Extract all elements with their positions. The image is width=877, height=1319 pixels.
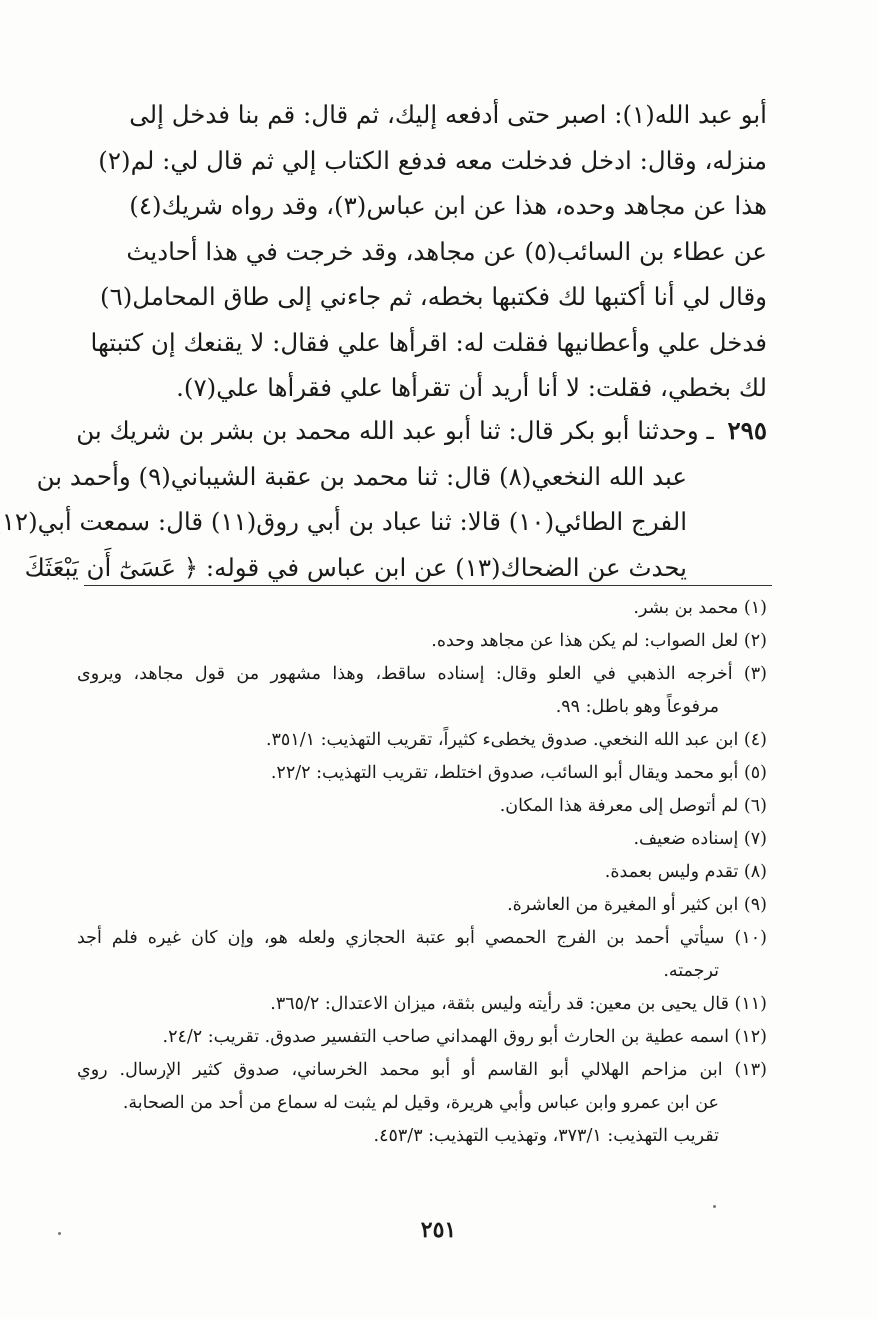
footnote-4 [77, 724, 767, 757]
footnote-5 [77, 757, 767, 790]
footnote-7 [77, 823, 767, 856]
entry-line: عبد الله النخعي(٨) قال: ثنا محمد بن عقبة الشيباني(٩) وأحمد بن [36, 461, 687, 491]
footnote-10 [77, 922, 767, 988]
footnote-line: مرفوعاً وهو باطل: ٩٩. [555, 697, 719, 717]
footnote-line: (١٢) اسمه عطية بن الحارث أبو روق الهمداني صاحب التفسير صدوق. تقريب: ٢٤/٢. [162, 1027, 767, 1047]
footnote-line: (١) محمد بن بشر. [633, 598, 767, 618]
footnote-line: (٣) أخرجه الذهبي في العلو وقال: إسناده ساقط، وهذا مشهور من قول مجاهد، ويروى [77, 664, 767, 684]
footnote-line: (١٣) ابن مزاحم الهلالي أبو القاسم أو أبو محمد الخرساني، صدوق كثير الإرسال. روي [77, 1060, 767, 1080]
main-line: منزله، وقال: ادخل فدخلت معه فدفع الكتاب إلي ثم قال لي: لم(٢) [98, 145, 767, 175]
entry-first-line [76, 408, 767, 454]
page-number: ٢٥١ [420, 1217, 457, 1243]
footnote-13 [77, 1054, 767, 1153]
entry-line: يحدث عن الضحاك(١٣) عن ابن عباس في قوله: ﴿ عَسَىٰٓ أَن يَبْعَثَكَ [24, 552, 687, 582]
footnote-line: (١٠) سيأتي أحمد بن الفرج الحمصي أبو عتبة الحجازي ولعله هو، وإن كان غيره فلم أجد [77, 928, 767, 948]
footnote-line: عن ابن عمرو وابن عباس وأبي هريرة، وقيل لم يثبت له سماع من أحد من الصحابة. [122, 1093, 719, 1113]
footnote-line: ترجمته. [663, 961, 719, 981]
entry-number: ٢٩٥ [727, 416, 767, 445]
main-line: لك بخطي، فقلت: لا أنا أريد أن تقرأها علي فقرأها علي(٧). [176, 373, 767, 402]
footnote-line: (٩) ابن كثير أو المغيرة من العاشرة. [507, 895, 767, 915]
footnote-9 [77, 889, 767, 922]
footnote-11 [77, 988, 767, 1021]
main-line: أبو عبد الله(١): اصبر حتى أدفعه إليك، ثم قال: قم بنا فدخل إلى [129, 100, 767, 129]
footnotes [77, 592, 767, 1153]
main-line: هذا عن مجاهد وحده، هذا عن ابن عباس(٣)، وقد رواه شريك(٤) [129, 191, 767, 220]
entry-line: ـ وحدثنا أبو بكر قال: ثنا أبو عبد الله محمد بن بشر بن شريك بن [76, 416, 714, 445]
hadith-entry [1, 408, 767, 590]
main-line: فدخل علي وأعطانيها فقلت له: اقرأها علي فقال: لا يقنعك إن كتبتها [90, 327, 767, 357]
footnote-line: (١١) قال يحيى بن معين: قد رأيته وليس بثقة، ميزان الاعتدال: ٣٦٥/٢. [270, 994, 767, 1014]
footnote-1 [77, 592, 767, 625]
footnote-line: (٥) أبو محمد ويقال أبو السائب، صدوق اختلط، تقريب التهذيب: ٢٢/٢. [270, 763, 767, 783]
scan-speck [713, 1205, 716, 1208]
main-line: وقال لي أنا أكتبها لك فكتبها بخطه، ثم جاءني إلى طاق المحامل(٦) [100, 282, 767, 311]
footnote-6 [77, 790, 767, 823]
footnote-line: تقريب التهذيب: ٣٧٣/١، وتهذيب التهذيب: ٤٥٣/٣. [373, 1126, 719, 1146]
footnote-2 [77, 625, 767, 658]
entry-line: الفرج الطائي(١٠) قالا: ثنا عباد بن أبي روق(١١) قال: سمعت أبي(١٢ [1, 507, 687, 536]
footnote-8 [77, 856, 767, 889]
scan-speck [58, 1232, 61, 1235]
footnote-12 [77, 1021, 767, 1054]
footnote-3 [77, 658, 767, 724]
main-text [90, 92, 767, 411]
main-line: عن عطاء بن السائب(٥) عن مجاهد، وقد خرجت في هذا أحاديث [126, 236, 767, 266]
footnote-line: (٤) ابن عبد الله النخعي. صدوق يخطىء كثيراً، تقريب التهذيب: ٣٥١/١. [265, 730, 767, 750]
footnote-line: (٦) لم أتوصل إلى معرفة هذا المكان. [499, 796, 767, 816]
footnote-divider [84, 585, 772, 586]
footnote-line: (٢) لعل الصواب: لم يكن هذا عن مجاهد وحده. [431, 631, 767, 651]
footnote-line: (٧) إسناده ضعيف. [633, 829, 767, 849]
footnote-line: (٨) تقدم وليس بعمدة. [604, 862, 767, 882]
